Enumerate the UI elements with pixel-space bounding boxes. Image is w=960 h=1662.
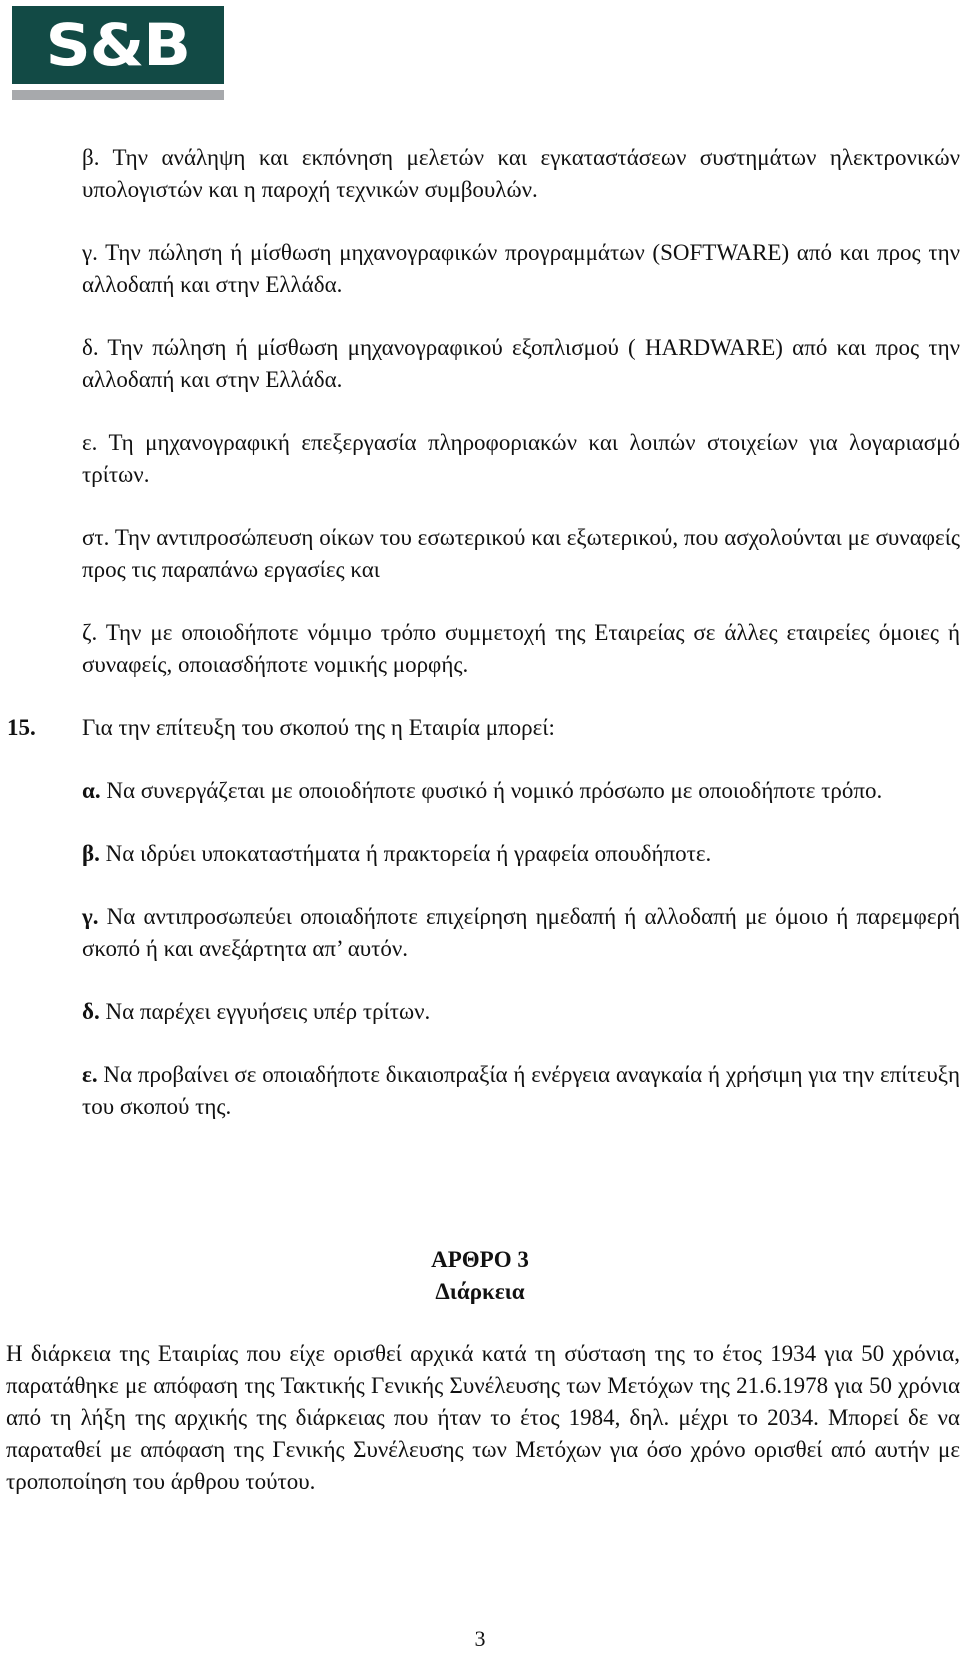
article-title: Διάρκεια xyxy=(435,1279,525,1304)
item-beta: β. Την ανάληψη και εκπόνηση μελετών και εγκαταστάσεων συστημάτων ηλεκτρονικών υπολογιστών και η παροχή τεχνικών συμβουλών. xyxy=(82,145,960,202)
subitem-text: Να αντιπροσωπεύει οποιαδήποτε επιχείρηση ημεδαπή ή αλλοδαπή με όμοιο ή παρεμφερή σκοπό ή και ανεξάρτητα απ’ αυτόν. xyxy=(82,904,960,961)
page-number: 3 xyxy=(474,1626,486,1651)
item-stigma: στ. Την αντιπροσώπευση οίκων του εσωτερικού και εξωτερικού, που ασχολούνται με συναφείς προς τις παραπάνω εργασίες και xyxy=(82,525,960,582)
subitem-label: δ. xyxy=(82,999,100,1024)
document-content xyxy=(7,142,960,1123)
section-15-heading xyxy=(7,712,960,744)
section-number: 15. xyxy=(7,715,36,740)
subitem-label: ε. xyxy=(82,1062,98,1087)
subitem-text: Να παρέχει εγγυήσεις υπέρ τρίτων. xyxy=(99,999,431,1024)
subitem-gamma xyxy=(82,901,960,965)
section-intro: Για την επίτευξη του σκοπού της η Εταιρία μπορεί: xyxy=(82,715,555,740)
subitem-epsilon xyxy=(82,1059,960,1123)
subitem-text: Να προβαίνει σε οποιαδήποτε δικαιοπραξία ή ενέργεια αναγκαία ή χρήσιμη για την επίτευξη του σκοπού της. xyxy=(82,1062,960,1119)
subitem-label: α. xyxy=(82,778,101,803)
logo-text: S&B xyxy=(45,11,191,79)
subitem-label: γ. xyxy=(82,904,99,929)
article-heading: ΑΡΘΡΟ 3 xyxy=(431,1247,529,1272)
logo-underline-bar xyxy=(12,90,224,100)
item-gamma: γ. Την πώληση ή μίσθωση μηχανογραφικών προγραμμάτων (SOFTWARE) από και προς την αλλοδαπή και στην Ελλάδα. xyxy=(82,240,960,297)
item-zeta: ζ. Την με οποιοδήποτε νόμιμο τρόπο συμμετοχή της Εταιρείας σε άλλες εταιρείες όμοιες ή συναφείς, οποιασδήποτε νομικής μορφής. xyxy=(82,620,960,677)
item-delta: δ. Την πώληση ή μίσθωση μηχανογραφικού εξοπλισμού ( HARDWARE) από και προς την αλλοδαπή και στην Ελλάδα. xyxy=(82,335,960,392)
item-epsilon: ε. Τη μηχανογραφική επεξεργασία πληροφοριακών και λοιπών στοιχείων για λογαριασμό τρίτων. xyxy=(82,430,960,487)
subitem-delta xyxy=(82,996,960,1028)
subitem-beta xyxy=(82,838,960,870)
article-body: Η διάρκεια της Εταιρίας που είχε ορισθεί αρχικά κατά τη σύσταση της το έτος 1934 για 50 χρόνια, παρατάθηκε με απόφαση της Τακτικής Γενικής Συνέλευσης των Μετόχων της 21.6.1978 για 50 χρόνια από τη λήξη της αρχικής της διάρκειας που ήταν το έτος 1984, δηλ. μέχρι το 2034. Μπορεί δε να παραταθεί με απόφαση της Γενικής Συνέλευσης των Μετόχων για όσο χρόνο ορισθεί από αυτήν με τροποποίηση του άρθρου τούτου. xyxy=(6,1341,960,1494)
subitem-alpha xyxy=(82,775,960,807)
subitem-label: β. xyxy=(82,841,100,866)
article-header xyxy=(0,1244,960,1308)
subitem-text: Να ιδρύει υποκαταστήματα ή πρακτορεία ή γραφεία οπουδήποτε. xyxy=(99,841,712,866)
subitem-text: Να συνεργάζεται με οποιοδήποτε φυσικό ή νομικό πρόσωπο με οποιοδήποτε τρόπο. xyxy=(100,778,883,803)
company-logo xyxy=(12,6,224,102)
logo-box xyxy=(12,6,224,84)
